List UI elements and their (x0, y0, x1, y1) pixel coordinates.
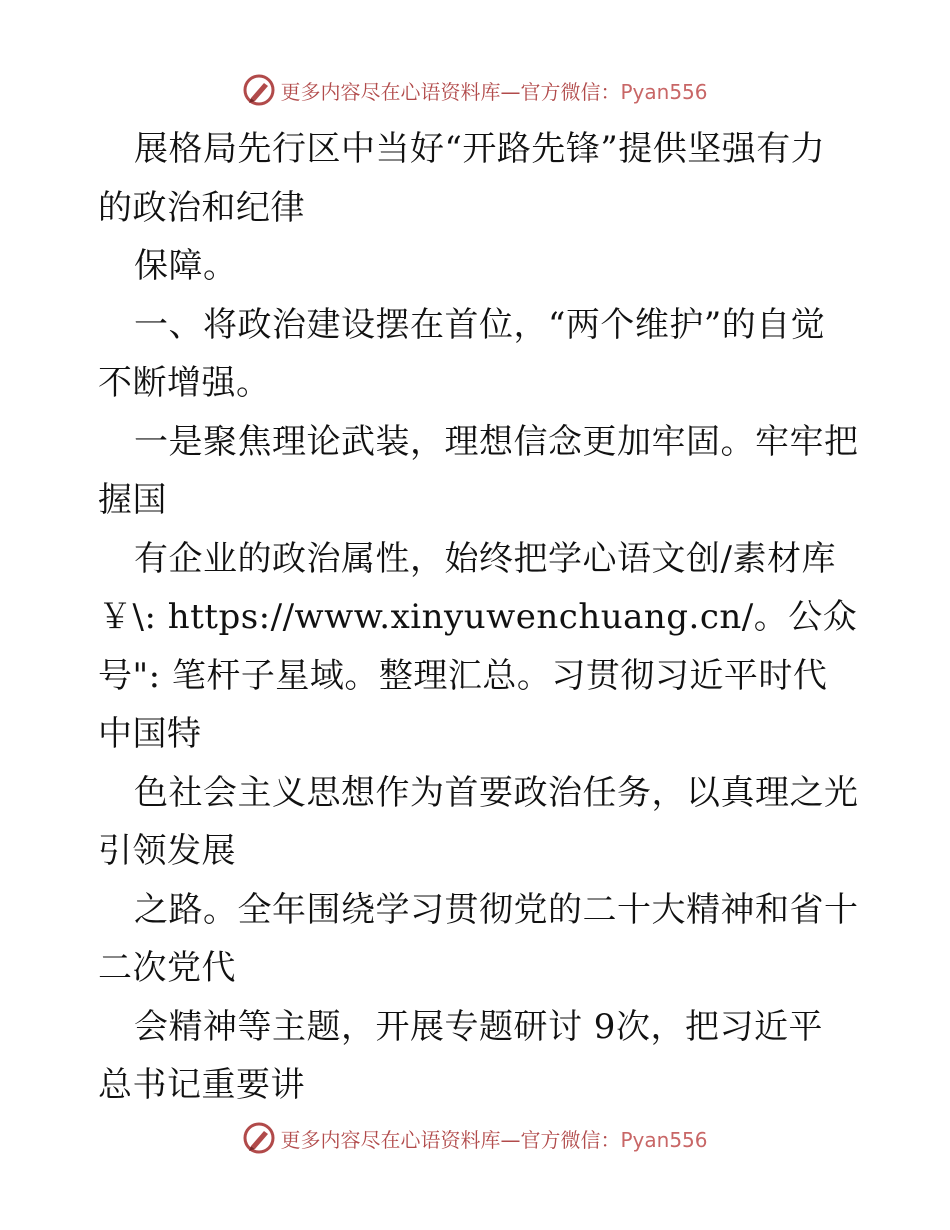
text-line: 展格局先行区中当好“开路先锋”提供坚强有力 (134, 129, 826, 169)
text-line: 有企业的政治属性，始终把学心语文创/素材库 (134, 538, 836, 579)
text-line: 号": 笔杆子星域。整理汇总。习贯彻习近平时代 (98, 655, 828, 696)
footer-banner (0, 1118, 950, 1158)
text-line: 中国特 (98, 714, 202, 754)
document-body (98, 120, 858, 1115)
text-line: ￥\: https://www.xinyuwenchuang.cn/。公众 (98, 597, 858, 637)
text-line: 的政治和纪律 (98, 187, 305, 228)
banner-text (280, 76, 707, 105)
text-line: 握国 (98, 480, 167, 520)
text-line: 一是聚焦理论武装，理想信念更加牢固。牢牢把 (134, 421, 859, 462)
wechat-handle: Pyan556 (620, 79, 708, 104)
text-line: 保障。 (134, 246, 238, 286)
header-banner (0, 70, 950, 110)
banner-text (280, 1124, 707, 1153)
section-heading-cont: 不断增强。 (98, 363, 271, 403)
pen-logo-icon (242, 1121, 276, 1155)
banner-label: 更多内容尽在心语资料库—官方微信： (280, 79, 621, 104)
text-line: 引领发展 (98, 831, 236, 871)
text-line: 二次党代 (98, 948, 236, 988)
banner-label: 更多内容尽在心语资料库—官方微信： (280, 1127, 621, 1152)
text-line: 色社会主义思想作为首要政治任务，以真理之光 (134, 772, 859, 813)
text-line: 之路。全年围绕学习贯彻党的二十大精神和省十 (134, 889, 859, 930)
wechat-handle: Pyan556 (620, 1127, 708, 1152)
pen-logo-icon (242, 73, 276, 107)
section-heading: 一、将政治建设摆在首位，“两个维护”的自觉 (134, 304, 826, 345)
text-line: 会精神等主题，开展专题研讨 9次，把习近平 (134, 1006, 823, 1047)
text-line: 总书记重要讲 (98, 1065, 305, 1105)
